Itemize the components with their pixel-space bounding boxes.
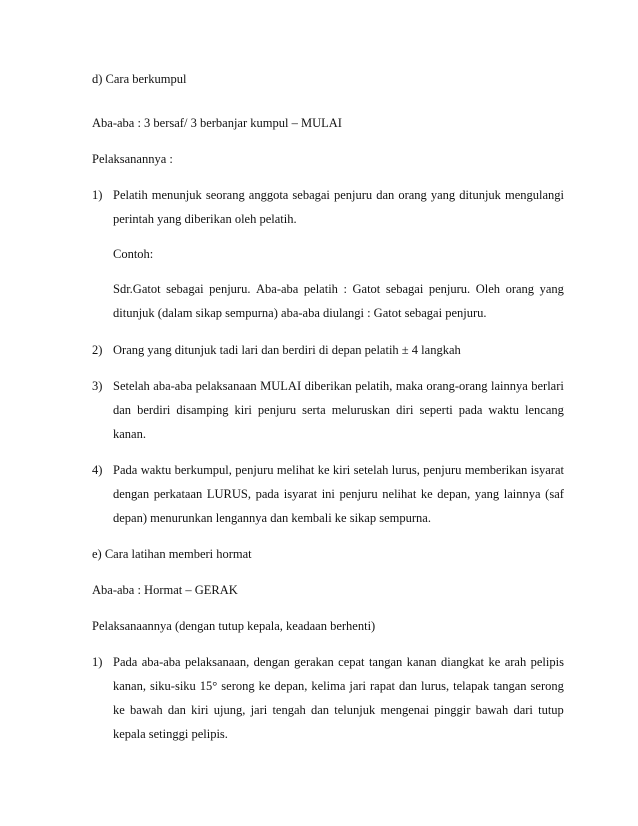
word: dengan bbox=[113, 487, 150, 501]
word: ke bbox=[317, 463, 330, 477]
word: waktu bbox=[488, 403, 519, 417]
word: anggota bbox=[248, 188, 289, 202]
word: meluruskan bbox=[331, 403, 391, 417]
list-item-line: Orang yang ditunjuk tadi lari dan berdiri di depan pelatih ± 4 langkah bbox=[113, 343, 461, 357]
word: ke bbox=[420, 487, 433, 501]
example-label: Contoh: bbox=[113, 247, 154, 261]
word: lurus, bbox=[391, 463, 420, 477]
word: kanan bbox=[406, 655, 437, 669]
word: MULAI bbox=[260, 379, 302, 393]
word: perkataan bbox=[153, 487, 203, 501]
section-d-heading: d) Cara berkumpul bbox=[92, 72, 187, 86]
list-item-line bbox=[113, 702, 564, 718]
word: bawah bbox=[475, 703, 509, 717]
list-item-line bbox=[113, 462, 564, 478]
word: seorang bbox=[205, 188, 245, 202]
word: tangan bbox=[493, 679, 527, 693]
word: depan, bbox=[274, 679, 308, 693]
word: ke bbox=[488, 655, 501, 669]
word: menunjuk bbox=[151, 188, 202, 202]
word: dan bbox=[113, 403, 132, 417]
word: nelihat bbox=[382, 487, 417, 501]
word: pada bbox=[458, 403, 483, 417]
word: serong bbox=[530, 679, 564, 693]
word: ujung, bbox=[213, 703, 246, 717]
word: dan bbox=[167, 703, 186, 717]
list-item-marker: 1) bbox=[92, 188, 103, 202]
word: pada bbox=[255, 487, 280, 501]
word: penjuru bbox=[257, 403, 297, 417]
word: kiri bbox=[234, 403, 252, 417]
word: cepat bbox=[338, 655, 365, 669]
word: lainnya bbox=[490, 379, 528, 393]
word: Pada bbox=[113, 655, 138, 669]
word: berlari bbox=[531, 379, 564, 393]
word: Aba-aba bbox=[256, 282, 299, 296]
word: jari bbox=[250, 703, 268, 717]
word: dari bbox=[513, 703, 533, 717]
word: orang bbox=[505, 282, 535, 296]
word: Gatot bbox=[352, 282, 381, 296]
word: pelatih bbox=[303, 282, 338, 296]
word: telunjuk bbox=[334, 703, 376, 717]
word: Oleh bbox=[475, 282, 501, 296]
word: dan bbox=[376, 188, 395, 202]
word: seperti bbox=[419, 403, 453, 417]
word: tangan bbox=[368, 655, 403, 669]
word: jari bbox=[349, 679, 367, 693]
word: Pada bbox=[113, 463, 138, 477]
word: lencang bbox=[525, 403, 564, 417]
word: kanan, bbox=[113, 679, 146, 693]
section-e-command: Aba-aba : Hormat – GERAK bbox=[92, 583, 238, 597]
example-line: ditunjuk (dalam sikap sempurna) aba-aba diulangi : Gatot sebagai penjuru. bbox=[113, 306, 487, 320]
list-item-line bbox=[113, 187, 564, 203]
word: ini bbox=[321, 487, 335, 501]
word: pelaksanaan, bbox=[185, 655, 250, 669]
word: arah bbox=[504, 655, 527, 669]
word: telapak bbox=[453, 679, 490, 693]
word: pinggir bbox=[434, 703, 471, 717]
list-item-line: depan) menurunkan lengannya dan kembali ke sikap sempurna. bbox=[113, 511, 431, 525]
word: kiri bbox=[332, 463, 351, 477]
word: setelah bbox=[353, 463, 389, 477]
word: yang bbox=[539, 282, 564, 296]
word: waktu bbox=[140, 463, 172, 477]
word: diberikan bbox=[304, 379, 352, 393]
word: mengenai bbox=[380, 703, 430, 717]
word: dengan bbox=[253, 655, 290, 669]
word: sebagai bbox=[166, 282, 204, 296]
word: orang-orang bbox=[426, 379, 488, 393]
word: memberikan bbox=[464, 463, 528, 477]
word: isyarat bbox=[283, 487, 318, 501]
list-item-line bbox=[113, 654, 564, 670]
word: Pelatih bbox=[113, 188, 148, 202]
word: lainnya bbox=[503, 487, 541, 501]
list-item-line bbox=[113, 378, 564, 394]
word: isyarat bbox=[530, 463, 564, 477]
word: sebagai bbox=[385, 282, 424, 296]
word: pelaksanaan bbox=[195, 379, 257, 393]
section-d-execution-label: Pelaksanannya : bbox=[92, 152, 173, 166]
word: penjuru bbox=[423, 463, 462, 477]
word: ke bbox=[258, 679, 271, 693]
word: serta bbox=[302, 403, 326, 417]
word: LURUS, bbox=[206, 487, 251, 501]
list-item-line bbox=[113, 678, 564, 694]
word: penjuru. bbox=[209, 282, 251, 296]
word: berkumpul, bbox=[174, 463, 232, 477]
word: disamping bbox=[176, 403, 229, 417]
word: yang bbox=[474, 487, 500, 501]
word: serong bbox=[221, 679, 255, 693]
list-item-line: kanan. bbox=[113, 427, 146, 441]
word: orang bbox=[398, 188, 427, 202]
word: ke bbox=[113, 703, 125, 717]
word: dan bbox=[398, 679, 418, 693]
list-item-marker: 2) bbox=[92, 343, 103, 357]
word: tutup bbox=[538, 703, 564, 717]
word: penjuru. bbox=[428, 282, 471, 296]
word: sebagai bbox=[292, 188, 330, 202]
word: dan bbox=[311, 703, 330, 717]
word: penjuru bbox=[235, 463, 274, 477]
word: yang bbox=[430, 188, 456, 202]
list-item-line bbox=[113, 402, 564, 418]
word: bawah bbox=[130, 703, 163, 717]
word: kelima bbox=[311, 679, 346, 693]
section-d-command: Aba-aba : 3 bersaf/ 3 berbanjar kumpul – MULAI bbox=[92, 116, 342, 130]
word: depan, bbox=[437, 487, 471, 501]
list-item-marker: 1) bbox=[92, 655, 103, 669]
word: pelipis bbox=[530, 655, 564, 669]
word: pelatih, bbox=[355, 379, 393, 393]
word: ditunjuk bbox=[459, 188, 501, 202]
word: diangkat bbox=[440, 655, 485, 669]
word: aba-aba bbox=[153, 379, 193, 393]
word: diri bbox=[396, 403, 414, 417]
word: berdiri bbox=[137, 403, 171, 417]
word: (saf bbox=[545, 487, 564, 501]
list-item-line bbox=[113, 486, 564, 502]
word: Sdr.Gatot bbox=[113, 282, 161, 296]
word: mengulangi bbox=[504, 188, 564, 202]
word: siku-siku bbox=[149, 679, 196, 693]
word: Setelah bbox=[113, 379, 150, 393]
word: melihat bbox=[276, 463, 315, 477]
word: penjuru bbox=[333, 188, 373, 202]
word: penjuru bbox=[339, 487, 378, 501]
word: rapat bbox=[370, 679, 395, 693]
list-item-line: perintah yang diberikan oleh pelatih. bbox=[113, 212, 297, 226]
section-e-heading: e) Cara latihan memberi hormat bbox=[92, 547, 252, 561]
list-item-marker: 3) bbox=[92, 379, 103, 393]
word: lurus, bbox=[421, 679, 450, 693]
word: aba-aba bbox=[141, 655, 181, 669]
example-line bbox=[113, 281, 564, 297]
list-item-line: kepala setinggi pelipis. bbox=[113, 727, 228, 741]
word: : bbox=[343, 282, 347, 296]
section-e-execution-label: Pelaksanaannya (dengan tutup kepala, keadaan berhenti) bbox=[92, 619, 376, 633]
list-item-marker: 4) bbox=[92, 463, 103, 477]
word: tengah bbox=[272, 703, 306, 717]
word: maka bbox=[395, 379, 423, 393]
word: 15° bbox=[199, 679, 218, 693]
word: gerakan bbox=[294, 655, 334, 669]
word: kiri bbox=[191, 703, 209, 717]
